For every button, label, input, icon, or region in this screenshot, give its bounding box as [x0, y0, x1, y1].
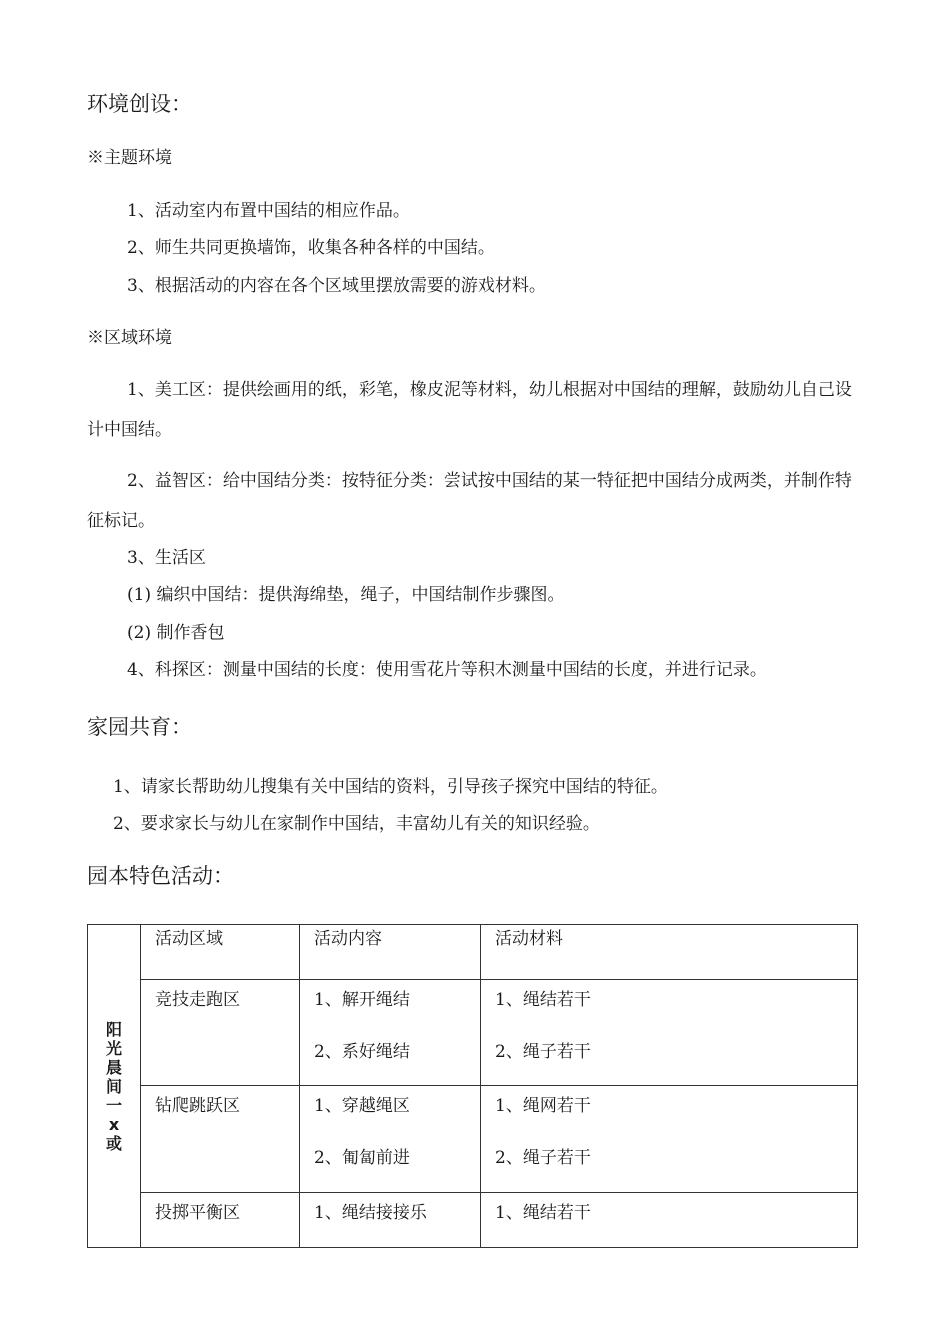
table-row	[88, 980, 858, 1086]
table-cell-materials: 1、绳结若干	[481, 1193, 858, 1248]
paragraph-puzzle-area: 2、益智区：给中国结分类：按特征分类：尝试按中国结的某一特征把中国结分成两类，并制作特征标记。	[87, 471, 852, 531]
list-item: 1、活动室内布置中国结的相应作品。	[127, 201, 410, 221]
table-header-cell: 活动区域	[141, 925, 300, 980]
list-item-life-area: 3、生活区	[127, 548, 206, 568]
section-title-home: 家园共育：	[87, 715, 192, 739]
table-header-cell: 活动材料	[481, 925, 858, 980]
side-label: 阳光晨间一x或	[105, 1019, 122, 1153]
table-row	[88, 1086, 858, 1193]
table-row	[88, 1193, 858, 1248]
table-cell-content: 1、穿越绳区 2、匍匐前进	[300, 1086, 481, 1193]
table-cell-content: 1、解开绳结 2、系好绳结	[300, 980, 481, 1086]
section-title-environment: 环境创设：	[87, 92, 192, 116]
table-cell-area: 钻爬跳跃区	[141, 1086, 300, 1193]
list-subitem: (1) 编织中国结：提供海绵垫，绳子，中国结制作步骤图。	[127, 585, 565, 605]
side-label-cell	[88, 925, 141, 1248]
table-header-cell: 活动内容	[300, 925, 481, 980]
table-header-row	[88, 925, 858, 980]
table-cell-content: 1、绳结接接乐	[300, 1193, 481, 1248]
table-cell-area: 投掷平衡区	[141, 1193, 300, 1248]
subsection-title-area: ※区域环境	[87, 328, 172, 348]
table-cell-area: 竞技走跑区	[141, 980, 300, 1086]
table-cell-materials: 1、绳网若干 2、绳子若干	[481, 1086, 858, 1193]
table-cell-materials: 1、绳结若干 2、绳子若干	[481, 980, 858, 1086]
list-item: 3、根据活动的内容在各个区域里摆放需要的游戏材料。	[127, 276, 546, 296]
list-item: 2、要求家长与幼儿在家制作中国结，丰富幼儿有关的知识经验。	[113, 814, 600, 834]
activity-table	[87, 924, 858, 1248]
list-item-science-area: 4、科探区：测量中国结的长度：使用雪花片等积木测量中国结的长度，并进行记录。	[127, 660, 767, 680]
subsection-title-theme: ※主题环境	[87, 148, 172, 168]
list-subitem: (2) 制作香包	[127, 623, 225, 643]
list-item: 1、请家长帮助幼儿搜集有关中国结的资料，引导孩子探究中国结的特征。	[113, 777, 668, 797]
list-item: 2、师生共同更换墙饰，收集各种各样的中国结。	[127, 238, 495, 258]
paragraph-art-area: 1、美工区：提供绘画用的纸，彩笔，橡皮泥等材料，幼儿根据对中国结的理解，鼓励幼儿自己设计中国结。	[87, 380, 852, 440]
section-title-garden: 园本特色活动：	[87, 864, 234, 888]
